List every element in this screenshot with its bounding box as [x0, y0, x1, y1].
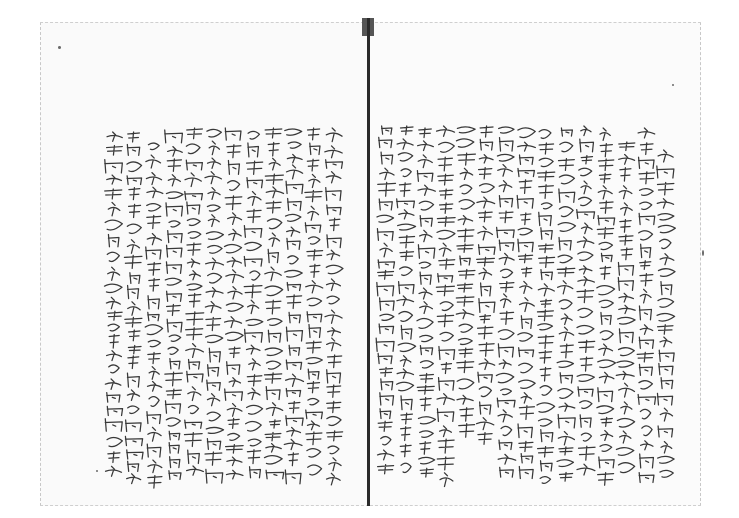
handwritten-column: [637, 128, 655, 482]
handwritten-column: [456, 127, 475, 437]
handwritten-column: [496, 127, 515, 477]
handwritten-stroke: [124, 132, 143, 484]
handwritten-stroke: [264, 128, 283, 479]
handwritten-column: [577, 126, 595, 475]
handwritten-stroke: [417, 128, 435, 477]
handwritten-stroke: [597, 128, 616, 485]
handwritten-column: [205, 129, 224, 483]
handwritten-column: [244, 131, 263, 477]
handwritten-stroke: [477, 126, 496, 444]
handwritten-column: [264, 128, 283, 479]
handwritten-stroke: [537, 130, 555, 484]
handwritten-column: [376, 126, 395, 474]
handwritten-stroke: [397, 126, 416, 473]
handwritten-column: [325, 128, 343, 485]
handwritten-column: [436, 126, 455, 486]
handwritten-column: [104, 132, 122, 476]
handwritten-stroke: [284, 129, 303, 484]
handwritten-column: [477, 126, 496, 444]
handwritten-stroke: [376, 126, 395, 474]
handwritten-stroke: [104, 132, 122, 476]
handwritten-column: [284, 129, 303, 484]
handwritten-column: [224, 128, 243, 479]
handwritten-stroke: [436, 126, 455, 486]
handwritten-stroke: [657, 150, 676, 477]
handwritten-stroke: [496, 127, 515, 477]
handwritten-stroke: [165, 130, 183, 479]
handwritten-column: [397, 126, 416, 473]
handwritten-column: [616, 142, 635, 473]
handwritten-stroke: [577, 126, 595, 475]
handwritten-stroke: [637, 128, 655, 482]
handwritten-column: [165, 130, 183, 479]
handwritten-column: [517, 128, 535, 479]
handwritten-stroke: [557, 128, 575, 481]
handwritten-column: [305, 128, 323, 475]
handwritten-stroke: [325, 128, 343, 485]
handwritten-column: [145, 143, 163, 488]
handwritten-stroke: [456, 127, 475, 437]
handwritten-column: [417, 128, 435, 477]
handwritten-column: [657, 150, 676, 477]
handwritten-column: [597, 128, 616, 485]
handwritten-stroke: [205, 129, 224, 483]
handwritten-stroke: [305, 128, 323, 475]
handwritten-column: [184, 128, 203, 475]
handwritten-stroke: [616, 142, 635, 473]
handwritten-stroke: [224, 128, 243, 479]
handwritten-stroke: [145, 143, 163, 488]
handwritten-column: [537, 130, 555, 484]
handwritten-column: [557, 128, 575, 481]
handwritten-stroke: [517, 128, 535, 479]
handwritten-stroke: [244, 131, 263, 477]
handwritten-stroke: [184, 128, 203, 475]
handwritten-column: [124, 132, 143, 484]
